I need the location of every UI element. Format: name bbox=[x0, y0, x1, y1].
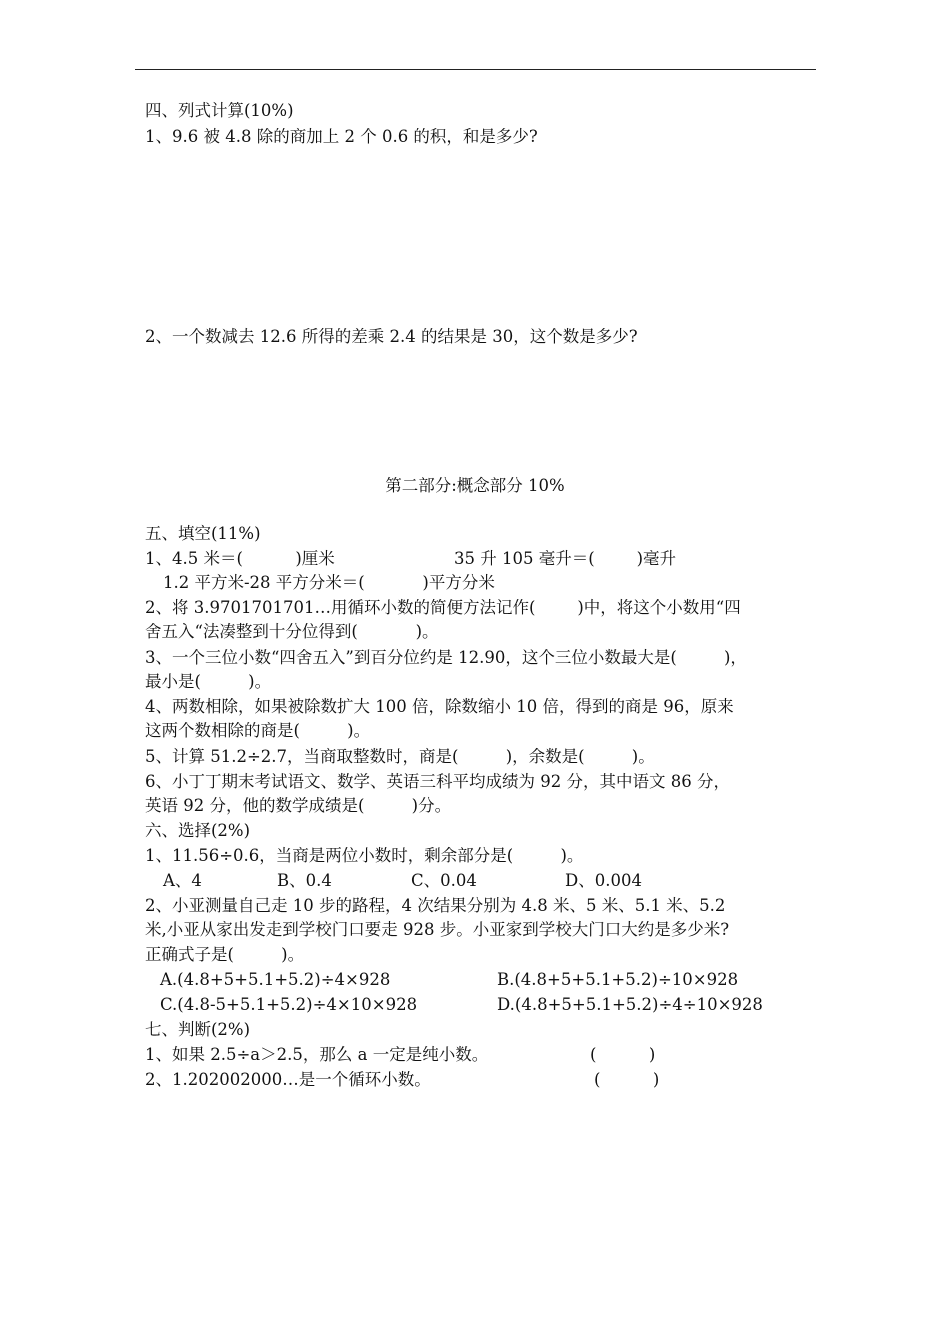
question-5-6-line1: 6、小丁丁期末考试语文、数学、英语三科平均成绩为 92 分，其中语文 86 分， bbox=[145, 772, 730, 791]
option-6-1-d: D、0.004 bbox=[565, 871, 642, 890]
question-4-2: 2、一个数减去 12.6 所得的差乘 2.4 的结果是 30，这个数是多少? bbox=[145, 327, 638, 346]
section-7-heading: 七、判断(2%) bbox=[145, 1020, 251, 1039]
option-6-1-b: B、0.4 bbox=[277, 871, 332, 890]
question-7-1: 1、如果 2.5÷a＞2.5，那么 a 一定是纯小数。 bbox=[145, 1045, 489, 1064]
option-6-2-a: A.(4.8+5+5.1+5.2)÷4×928 bbox=[160, 970, 391, 989]
question-5-1a: 1、4.5 米＝( )厘米 bbox=[145, 549, 335, 568]
question-7-2: 2、1.202002000…是一个循环小数。 bbox=[145, 1070, 431, 1089]
header-rule bbox=[135, 69, 816, 70]
section-4-heading: 四、列式计算(10%) bbox=[145, 101, 294, 120]
question-6-2-line2: 米,小亚从家出发走到学校门口要走 928 步。小亚家到学校大门口大约是多少米? bbox=[145, 920, 730, 939]
question-6-1: 1、11.56÷0.6，当商是两位小数时，剩余部分是( )。 bbox=[145, 846, 584, 865]
question-5-3-line2: 最小是( )。 bbox=[145, 672, 272, 691]
question-5-1c: 1.2 平方米-28 平方分米＝( )平方分米 bbox=[163, 573, 495, 592]
question-6-2-line1: 2、小亚测量自己走 10 步的路程，4 次结果分别为 4.8 米、5 米、5.1 米、5.2 bbox=[145, 896, 726, 915]
question-6-2-line3: 正确式子是( )。 bbox=[145, 945, 305, 964]
option-6-2-b: B.(4.8+5+5.1+5.2)÷10×928 bbox=[497, 970, 739, 989]
option-6-1-c: C、0.04 bbox=[411, 871, 477, 890]
question-5-6-line2: 英语 92 分，他的数学成绩是( )分。 bbox=[145, 796, 452, 815]
section-6-heading: 六、选择(2%) bbox=[145, 821, 251, 840]
question-5-2-line2: 舍五入“法凑整到十分位得到( )。 bbox=[145, 622, 439, 641]
question-5-3-line1: 3、一个三位小数“四舍五入”到百分位约是 12.90，这个三位小数最大是( )， bbox=[145, 648, 747, 667]
answer-blank-7-1: ( ) bbox=[590, 1045, 656, 1064]
question-5-2-line1: 2、将 3.9701701701…用循环小数的简便方法记作( )中，将这个小数用“四 bbox=[145, 598, 741, 617]
question-5-1b: 35 升 105 毫升＝( )毫升 bbox=[454, 549, 677, 568]
question-5-4-line1: 4、两数相除，如果被除数扩大 100 倍，除数缩小 10 倍，得到的商是 96，原来 bbox=[145, 697, 734, 716]
question-5-4-line2: 这两个数相除的商是( )。 bbox=[145, 721, 371, 740]
section-5-heading: 五、填空(11%) bbox=[145, 524, 261, 543]
answer-blank-7-2: ( ) bbox=[594, 1070, 660, 1089]
option-6-1-a: A、4 bbox=[163, 871, 202, 890]
question-5-5: 5、计算 51.2÷2.7，当商取整数时，商是( )，余数是( )。 bbox=[145, 747, 655, 766]
option-6-2-d: D.(4.8+5+5.1+5.2)÷4÷10×928 bbox=[497, 995, 763, 1014]
part2-title: 第二部分:概念部分 10% bbox=[385, 476, 565, 495]
question-4-1: 1、9.6 被 4.8 除的商加上 2 个 0.6 的积，和是多少? bbox=[145, 127, 538, 146]
option-6-2-c: C.(4.8-5+5.1+5.2)÷4×10×928 bbox=[160, 995, 418, 1014]
